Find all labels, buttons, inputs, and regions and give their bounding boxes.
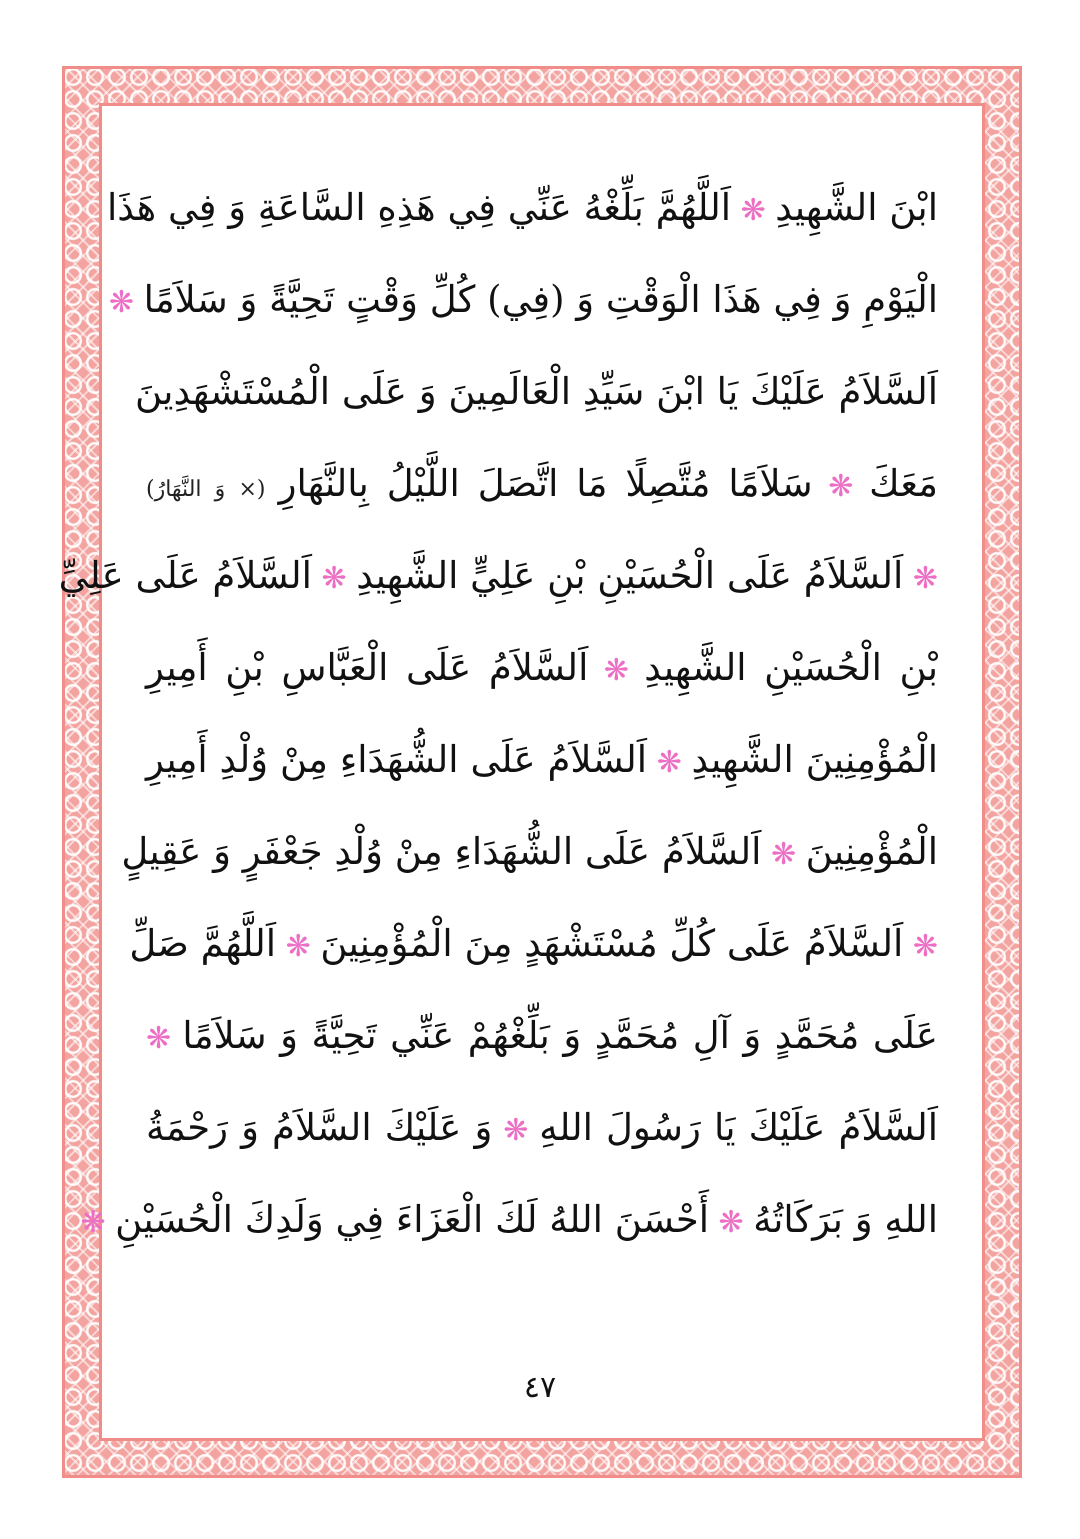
- text-line: [129, 898, 938, 990]
- text-line: [146, 990, 938, 1082]
- text-segment: الْمُؤْمِنِينَ: [805, 830, 938, 873]
- text-segment: اَلسَّلاَمُ عَلَى الشُّهَدَاءِ مِنْ وُلْدِ جَعْفَرٍ وَ عَقِيلٍ: [121, 830, 762, 873]
- text-segment: أَحْسَنَ اللهُ لَكَ الْعَزَاءَ فِي وَلَدِكَ الْحُسَيْنِ: [115, 1198, 710, 1241]
- text-segment: اَلسَّلاَمُ عَلَى عَلِيِّ: [58, 554, 312, 597]
- separator-flower-icon: ❋: [311, 561, 357, 596]
- text-segment: سَلاَمًا مُتَّصِلًا مَا اتَّصَلَ اللَّيْلُ بِالنَّهَارِ: [278, 462, 813, 505]
- separator-flower-icon: ❋: [647, 745, 692, 780]
- separator-flower-icon: ❋: [903, 561, 938, 596]
- text-segment: اَلسَّلاَمُ عَلَى كُلِّ مُسْتَشْهَدٍ مِنَ الْمُؤْمِنِينَ: [320, 922, 904, 965]
- separator-flower-icon: ❋: [761, 837, 806, 872]
- text-segment: الْيَوْمِ وَ فِي هَذَا الْوَقْتِ وَ (فِي) كُلِّ وَقْتٍ تَحِيَّةً وَ سَلاَمًا: [143, 278, 938, 321]
- text-segment: اَللَّهُمَّ بَلِّغْهُ عَنِّي فِي هَذِهِ السَّاعَةِ وَ فِي هَذَا: [106, 186, 732, 229]
- text-segment: اَللَّهُمَّ صَلِّ: [129, 922, 277, 965]
- text-segment: الْمُؤْمِنِينَ الشَّهِيدِ: [691, 738, 938, 781]
- separator-flower-icon: ❋: [108, 285, 144, 320]
- text-segment: عَلَى مُحَمَّدٍ وَ آلِ مُحَمَّدٍ وَ بَلِّغْهُمْ عَنِّي تَحِيَّةً وَ سَلاَمًا: [182, 1014, 938, 1057]
- text-segment: ابْنَ الشَّهِيدِ: [775, 186, 938, 229]
- separator-flower-icon: ❋: [588, 653, 645, 688]
- text-segment: اَلسَّلاَمُ عَلَيْكَ يَا ابْنَ سَيِّدِ الْعَالَمِينَ وَ عَلَى الْمُسْتَشْهَدِينَ: [135, 370, 938, 413]
- text-line: [106, 162, 938, 254]
- text-segment: اللهِ وَ بَرَكَاتُهُ: [753, 1198, 938, 1241]
- text-line: [121, 806, 938, 898]
- variant-note: (× وَ النَّهَارُ): [146, 477, 279, 502]
- page-number: ٤٧: [523, 1370, 557, 1405]
- prayer-text-block: [58, 162, 938, 1312]
- text-segment: اَلسَّلاَمُ عَلَى الشُّهَدَاءِ مِنْ وُلْدِ أَمِيرِ: [146, 738, 648, 781]
- separator-flower-icon: ❋: [709, 1205, 754, 1240]
- separator-flower-icon: ❋: [812, 469, 870, 504]
- text-segment: اَلسَّلاَمُ عَلَى الْحُسَيْنِ بْنِ عَلِيٍّ الشَّهِيدِ: [356, 554, 904, 597]
- separator-flower-icon: ❋: [903, 929, 938, 964]
- separator-flower-icon: ❋: [731, 193, 776, 228]
- separator-flower-icon: ❋: [276, 929, 321, 964]
- text-line: [146, 714, 938, 806]
- separator-flower-icon: ❋: [80, 1205, 116, 1240]
- text-line: [146, 622, 938, 714]
- text-segment: وَ عَلَيْكَ السَّلاَمُ وَ رَحْمَةُ: [146, 1106, 493, 1149]
- separator-flower-icon: ❋: [146, 1021, 183, 1056]
- text-line: [80, 1174, 938, 1266]
- text-line: [58, 530, 938, 622]
- text-line: [108, 254, 938, 346]
- text-segment: بْنِ الْحُسَيْنِ الشَّهِيدِ: [644, 646, 938, 689]
- text-line: [146, 1082, 938, 1174]
- text-segment: مَعَكَ: [869, 462, 938, 505]
- text-segment: اَلسَّلاَمُ عَلَى الْعَبَّاسِ بْنِ أَمِيرِ: [146, 646, 589, 689]
- text-line: [135, 346, 938, 438]
- text-segment: اَلسَّلاَمُ عَلَيْكَ يَا رَسُولَ اللهِ: [539, 1106, 938, 1149]
- separator-flower-icon: ❋: [492, 1113, 540, 1148]
- text-line: [146, 438, 938, 530]
